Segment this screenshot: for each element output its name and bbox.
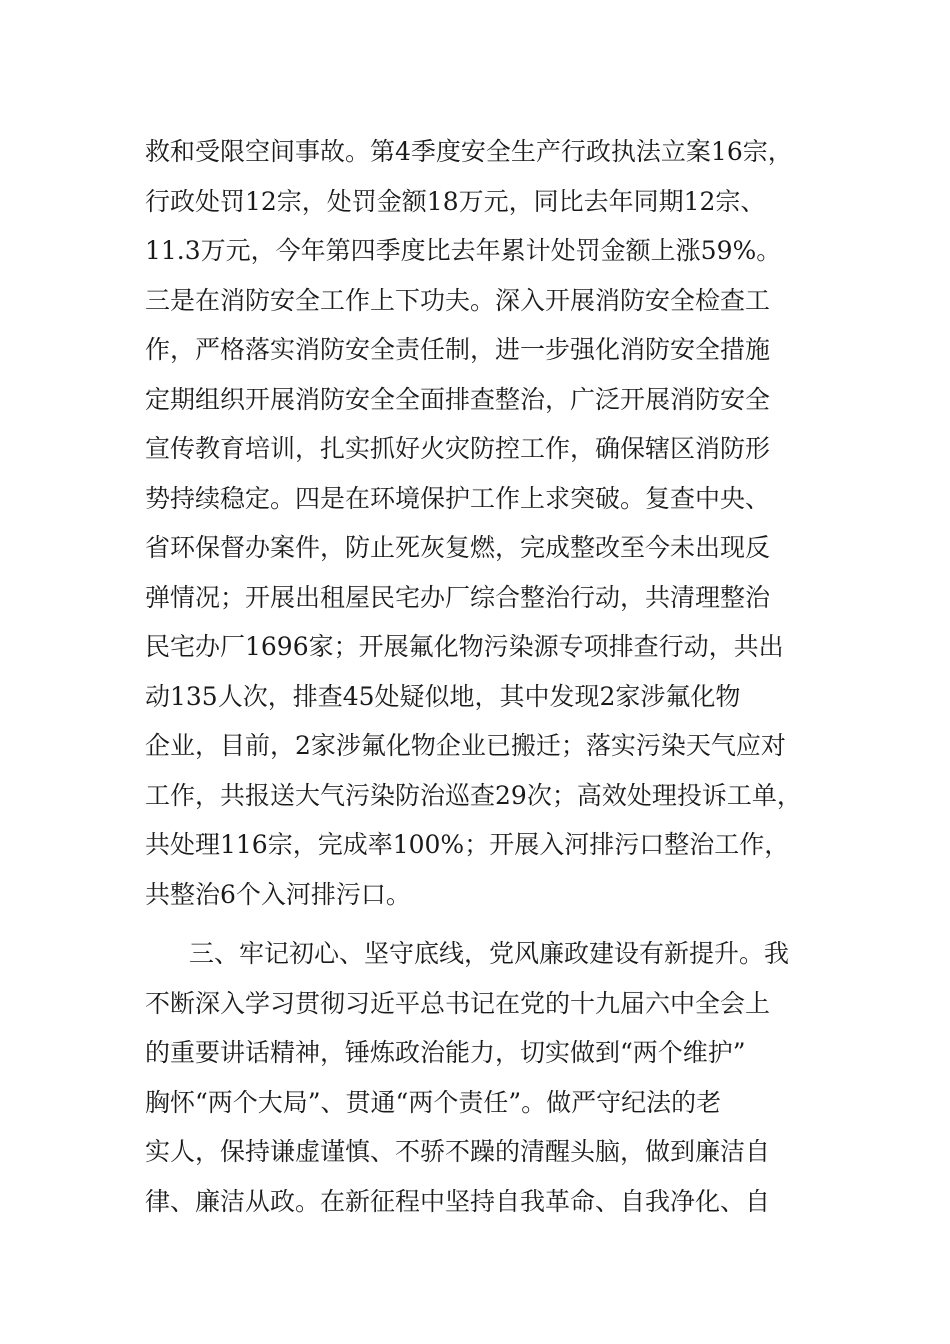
paragraph-1 (145, 127, 825, 919)
text-line: 弹情况；开展出租屋民宅办厂综合整治行动，共清理整治 (145, 582, 771, 612)
text-line: 三、牢记初心、坚守底线，党风廉政建设有新提升。我 (189, 939, 790, 968)
text-line: 动135人次，排查45处疑似地，其中发现2家涉氟化物 (145, 681, 741, 711)
text-line: 作，严格落实消防安全责任制，进一步强化消防安全措施 (145, 335, 771, 364)
text-line: 救和受限空间事故。第4季度安全生产行政执法立案16宗， (145, 137, 793, 166)
text-line: 宣传教育培训，扎实抓好火灾防控工作，确保辖区消防形 (145, 434, 771, 463)
text-line: 工作，共报送大气污染防治巡查29次；高效处理投诉工单， (145, 780, 802, 810)
paragraph-2 (145, 929, 825, 1226)
text-line: 实人，保持谦虚谨慎、不骄不躁的清醒头脑，做到廉洁自 (145, 1137, 771, 1166)
text-line: 三是在消防安全工作上下功夫。深入开展消防安全检查工 (145, 285, 771, 315)
text-line: 不断深入学习贯彻习近平总书记在党的十九届六中全会上 (145, 988, 771, 1018)
text-line: 民宅办厂1696家；开展氟化物污染源专项排查行动，共出 (145, 632, 784, 661)
text-line: 省环保督办案件，防止死灰复燃，完成整改至今未出现反 (145, 533, 771, 562)
text-line: 定期组织开展消防安全全面排查整治，广泛开展消防安全 (145, 384, 771, 414)
text-line: 律、廉洁从政。在新征程中坚持自我革命、自我净化、自 (145, 1186, 771, 1216)
text-line: 的重要讲话精神，锤炼政治能力，切实做到“两个维护” (145, 1038, 746, 1067)
text-line: 共处理116宗，完成率100%；开展入河排污口整治工作， (145, 830, 790, 859)
text-line: 11.3万元，今年第四季度比去年累计处罚金额上涨59%。 (145, 236, 782, 265)
text-line: 企业，目前，2家涉氟化物企业已搬迁；落实污染天气应对 (145, 731, 786, 760)
paragraph-gap (145, 919, 825, 929)
text-line: 共整治6个入河排污口。 (145, 879, 411, 909)
text-line: 行政处罚12宗，处罚金额18万元，同比去年同期12宗、 (145, 186, 766, 216)
document-body (145, 127, 825, 1226)
text-line: 势持续稳定。四是在环境保护工作上求突破。复查中央、 (145, 483, 771, 513)
text-line: 胸怀“两个大局”、贯通“两个责任”。做严守纪法的老 (145, 1087, 722, 1117)
